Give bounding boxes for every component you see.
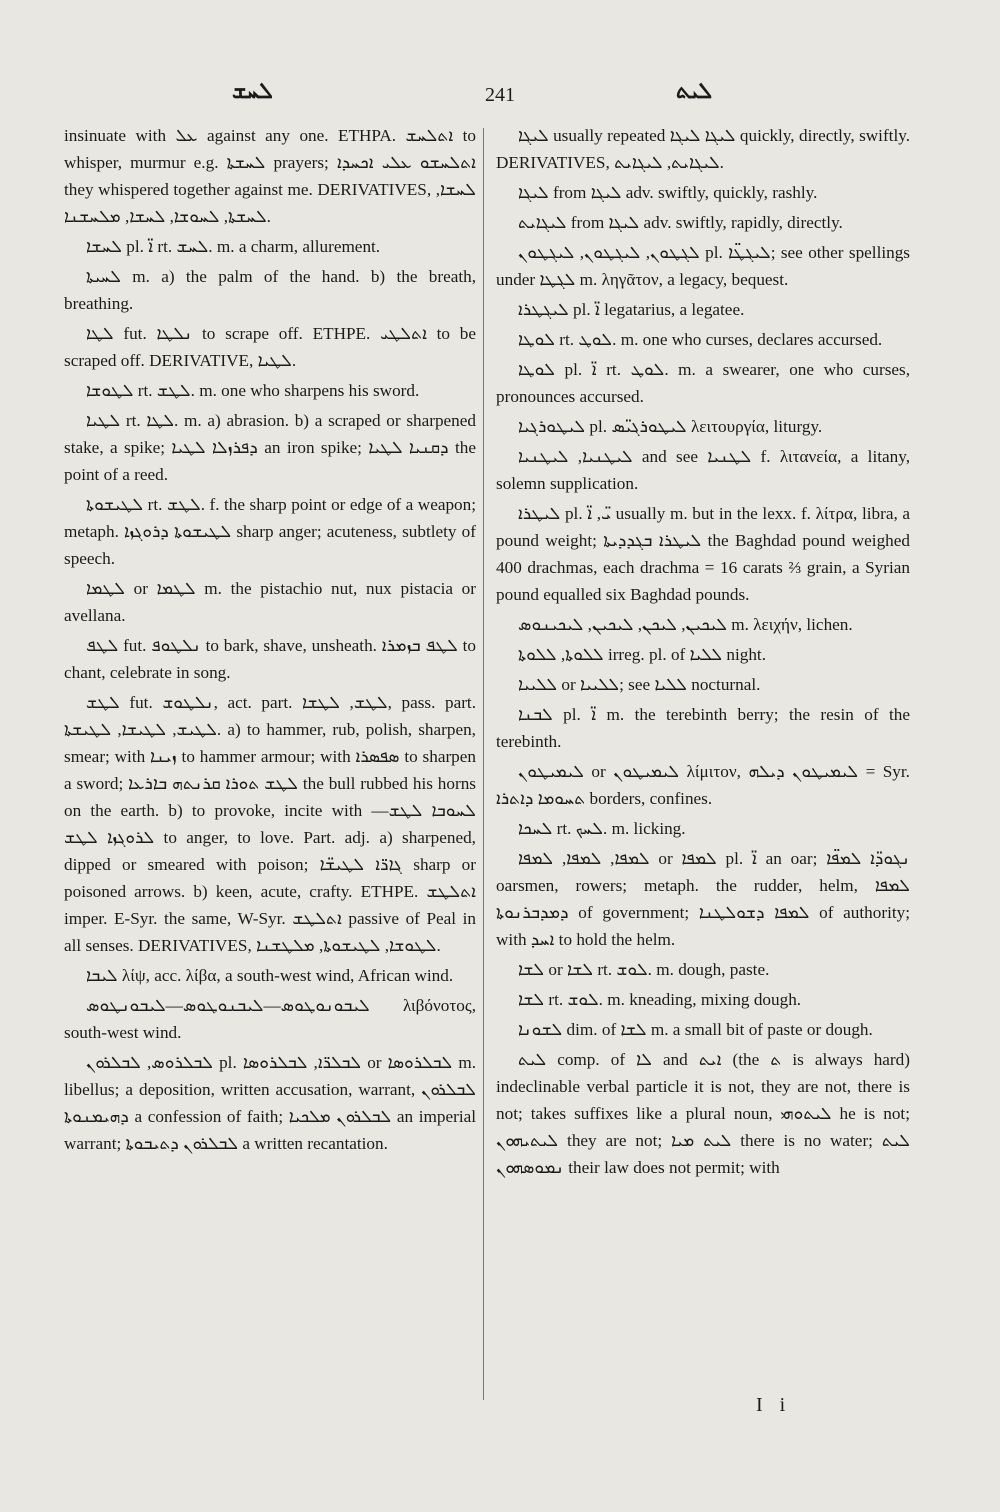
dictionary-entry: ܠܫܐ or ܠܫܐ rt. ܠܘܫ. m. dough, paste. xyxy=(518,960,770,979)
column-divider xyxy=(483,128,484,1400)
dictionary-entry: ܠܘܛܐ pl. ܐ̈ rt. ܠܘܛ. m. a swearer, one who curses, pronounces accursed. xyxy=(496,360,911,406)
dictionary-entry: insinuate with ܥܠ against any one. ETHPA. ܐܬܠܚܫ to whisper, murmur e.g. ܠܚܫܬܐ prayers; ܐܬܠܚܫܘ ܥܠܝ ܐܟܚܕܐ they whispered together against me. DERIVATIVES, ܠܚܫܐ, ܠܚܫܬܐ, ܠܚܘܫܐ, ܠܚܫܐ, ܡܠܚܫܢܐ. xyxy=(64,126,476,226)
dictionary-entry: ܠܝܓܐ from ܠܝܓܐ adv. swiftly, quickly, rashly. xyxy=(518,183,818,202)
page-number: 241 xyxy=(485,84,515,106)
right-column xyxy=(496,122,910,1184)
dictionary-entry: ܠܝܛܪܐ pl. ܝ̈, ܐ̈ usually m. but in the lexx. f. λίτρα, libra, a pound weight; ܠܝܛܪܐ ܒܓܕܕܝܬܐ the Baghdad pound weighed 400 drachmas, each drachma = 16 carats ⅔ grain, a Syrian pound equalled six Baghdad pounds. xyxy=(496,504,911,604)
left-running-headword: ܠܚܫ xyxy=(232,78,273,103)
dictionary-entry: ܠܛܘܫܐ rt. ܠܛܫ. m. one who sharpens his sword. xyxy=(86,381,420,400)
dictionary-entry: ܠܛܝܫܘܬܐ rt. ܠܛܫ. f. the sharp point or edge of a weapon; metaph. ܠܛܝܫܘܬܐ ܕܪܘܓܙܐ sharp anger; acuteness, subtlety of speech. xyxy=(64,495,477,568)
dictionary-entry: ܠܓܛܘܢ, ܠܝܓܛܘܢ, ܠܝܓܛܘܢ pl. ܠܝܓܛ̈ܐ; see other spellings under ܠܓܛܐ m. ληγᾶτον, a legacy, bequest. xyxy=(496,243,910,289)
dictionary-entry: ܠܠܝܝܐ or ܠܠܝܝܐ; see ܠܠܝܐ nocturnal. xyxy=(518,675,761,694)
dictionary-entry: ܠܚܫܐ pl. ܐ̈ rt. ܠܚܫ. m. a charm, allurement. xyxy=(86,237,381,256)
dictionary-entry: ܠܚܝܬܐ m. a) the palm of the hand. b) the breath, breathing. xyxy=(64,267,476,313)
dictionary-entry: ܠܝܛܘܪܓܝܐ pl. ܠܝܛܘܪܓܝ̈ܣ λειτουργία, liturgy. xyxy=(518,417,823,436)
dictionary-entry: ܠܛܫ fut. ܢܠܛܘܫ, act. part. ܠܛܫ, ܠܛܫܐ, pass. part. ܠܛܝܫ, ܠܛܝܫܐ, ܠܛܝܫܬܐ. a) to hammer, rub, polish, sharpen, smear; with ܙܝܢܐ to hammer armour; with ܣܦܣܪܐ to sharpen a sword; ܠܛܫ ܬܘܪܐ ܩܪܢܬܗ ܒܐܪܥܐ the bull rubbed his horns on the earth. b) to provoke, incite with ܠܚܘܒܐ ܠܛܫ—ܠܪܘܓܙܐ ܠܛܫ to anger, to love. Part. adj. a) sharpened, dipped or smeared with poison; ܓܐܪ̈ܐ ܠܛܝܫ̈ܐ sharp or poisoned arrows. b) keen, acute, crafty. ETHPE. ܐܬܠܛܫ imper. E-Syr. the same, W-Syr. ܐܬܠܛܫ passive of Peal in all senses. DERIVATIVES, ܠܛܘܫܐ, ܠܛܝܫܘܬܐ, ܡܠܛܫܢܐ. xyxy=(64,693,477,955)
dictionary-entry: ܠܝܒܐ λίψ, acc. λίβα, a south-west wind, African wind. xyxy=(86,966,454,985)
right-running-headword: ܠܝܬ xyxy=(676,78,713,103)
dictionary-entry: ܠܫܐ rt. ܠܘܫ. m. kneading, mixing dough. xyxy=(518,990,802,1009)
dictionary-entry: ܠܘܛܐ rt. ܠܘܛ. m. one who curses, declares accursed. xyxy=(518,330,883,349)
dictionary-entry: ܠܝܓܐܝܬ from ܠܝܓܐ adv. swiftly, rapidly, directly. xyxy=(518,213,843,232)
dictionary-entry: ܠܝܒܘܢܘܛܘܣ—ܠܝܒܢܘܛܘܣ—ܠܝܒܘܢܛܘܣ λιβόνοτος, south-west wind. xyxy=(64,996,476,1042)
dictionary-entry: ܠܒܢܐ pl. ܐ̈ m. the terebinth berry; the resin of the terebinth. xyxy=(496,705,911,751)
dictionary-entry: ܠܝܬ comp. of ܠܐ and ܐܝܬ (the ܬ is always hard) indeclinable verbal particle it is not, they are not, there is not; takes suffixes like a plural noun, ܠܝܬܘܗܝ he is not; ܠܝܬܝܗܘܢ they are not; ܠܝܬ ܡܝܐ there is no water; ܠܝܬ ܢܡܘܣܗܘܢ their law does not permit; with xyxy=(496,1050,910,1177)
dictionary-entry: ܠܫܘܢܐ dim. of ܠܫܐ m. a small bit of paste or dough. xyxy=(518,1020,873,1039)
dictionary-entry: ܠܝܓܛܪܐ pl. ܐ̈ legatarius, a legatee. xyxy=(518,300,745,319)
printer-signature-mark: I i xyxy=(756,1394,792,1416)
dictionary-entry: ܠܡܦܐ, ܠܡܦܐ, ܠܡܦܐ or ܠܡܦܐ pl. ܐ̈ an oar; ܢܓܘܕ̈ܐ ܠܡܦ̈ܐ oarsmen, rowers; metaph. the rudder, helm, ܠܡܦܐ ܕܡܕܒܪܢܘܬܐ of government; ܠܡܦܐ ܕܫܘܠܛܢܐ of authority; with ܐܚܕ to hold the helm. xyxy=(496,849,910,949)
dictionary-entry: ܠܠܘܬܐ, ܠܠܘܬܐ irreg. pl. of ܠܠܝܐ night. xyxy=(518,645,766,664)
dictionary-entry: ܠܝܓܐ usually repeated ܠܝܓܐ ܠܝܓܐ quickly, directly, swiftly. DERIVATIVES, ܠܝܓܐܝܬ, ܠܝܓܐܝܬ. xyxy=(496,126,910,172)
dictionary-entry: ܠܝܟܝܢ, ܠܝܟܢ, ܠܝܟܝܢ, ܠܝܟܝܢܘܣ m. λειχήν, lichen. xyxy=(518,615,853,634)
left-column xyxy=(64,122,476,1160)
dictionary-entry: ܠܛܐ fut. ܢܠܛܐ to scrape off. ETHPE. ܐܬܠܛܝ to be scraped off. DERIVATIVE, ܠܛܝܐ. xyxy=(64,324,477,370)
dictionary-entry: ܠܝܡܝܛܘܢ or ܠܝܡܝܛܘܢ λίμιτον, ܠܝܡܝܛܘܢ ܕܝܠܗ = Syr. ܬܚܘܡܐ ܕܐܬܪܐ borders, confines. xyxy=(496,762,910,808)
dictionary-entry: ܠܒܠܪܘܣ, ܠܒܠܪܘܢ pl. ܠܒܠܪ̈ܐ, ܠܒܠܪܘܣܐ or ܠܒܠܪܘܣܐ m. libellus; a deposition, written accusation, warrant, ܠܒܠܪܘܢ ܕܗܝܡܢܘܬܐ a confession of faith; ܠܒܠܪܘܢ ܡܠܟܝܐ an imperial warrant; ܠܒܠܪܘܢ ܕܬܝܒܘܬܐ a written recantation. xyxy=(64,1053,476,1153)
dictionary-entry: ܠܛܝܐ rt. ܠܛܐ. m. a) abrasion. b) a scraped or sharpened stake, a spike; ܕܦܪܙܠܐ ܠܛܝܐ an iron spike; ܕܩܢܝܐ ܠܛܝܐ the point of a reed. xyxy=(64,411,477,484)
dictionary-entry: ܠܛܦ fut. ܢܠܛܘܦ to bark, shave, unsheath. ܠܛܦ ܒܙܡܪܐ to chant, celebrate in song. xyxy=(64,636,476,682)
dictionary-entry: ܠܚܟܐ rt. ܠܚܟ. m. licking. xyxy=(518,819,686,838)
dictionary-entry: ܠܝܛܢܝܐ, ܠܝܛܢܝܐ and see ܠܛܢܝܐ f. λιτανεία, a litany, solemn supplication. xyxy=(496,447,911,493)
dictionary-entry: ܠܛܡܐ or ܠܛܡܐ m. the pistachio nut, nux pistacia or avellana. xyxy=(64,579,476,625)
